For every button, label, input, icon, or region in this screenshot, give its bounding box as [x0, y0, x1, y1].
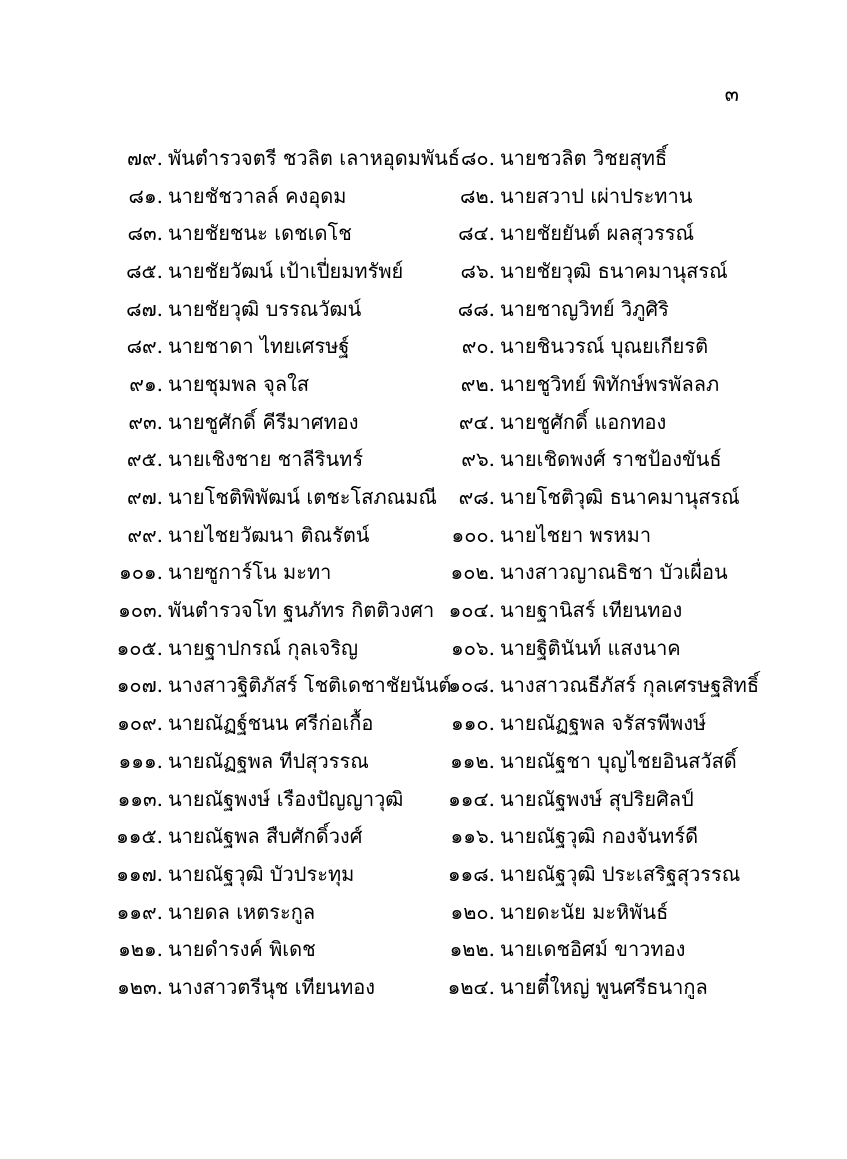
item-name: พันตำรวจโท ฐนภัทร กิตติวงศา [168, 598, 435, 623]
list-item [108, 968, 375, 1006]
list-item [108, 441, 363, 479]
item-number: ๗๙. [126, 145, 163, 170]
list-item [108, 893, 315, 931]
list-row [0, 327, 847, 365]
item-number: ๙๒. [460, 371, 495, 396]
list-item [108, 629, 358, 667]
item-name: นายไชยวัฒนา ติณรัตน์ [168, 522, 370, 547]
item-name: นายชาญวิทย์ วิภูศิริ [500, 296, 669, 321]
list-row [0, 403, 847, 441]
member-list [0, 139, 847, 1006]
item-number: ๑๒๓. [117, 974, 163, 999]
item-number: ๙๑. [129, 371, 163, 396]
item-name: นายณัฐพงษ์ สุปริยศิลป์ [500, 786, 694, 811]
item-number: ๙๔. [458, 409, 495, 434]
list-row [0, 855, 847, 893]
list-item [108, 139, 460, 177]
list-item [440, 554, 728, 592]
list-item [440, 516, 651, 554]
list-item [108, 327, 349, 365]
list-item [440, 893, 668, 931]
item-number: ๑๒๑. [118, 937, 163, 962]
item-name: นายณัฐวุฒิ ประเสริฐสุวรรณ [500, 861, 741, 886]
list-row [0, 478, 847, 516]
item-name: นายชูศักดิ์ คีรีมาศทอง [168, 409, 359, 434]
list-row [0, 177, 847, 215]
item-number: ๑๐๔. [448, 598, 495, 623]
list-row [0, 591, 847, 629]
list-item [440, 214, 694, 252]
list-item [440, 252, 728, 290]
item-name: นายชวลิต วิชยสุทธิ์ [500, 145, 668, 170]
item-number: ๑๑๘. [447, 861, 495, 886]
list-row [0, 214, 847, 252]
list-item [440, 327, 708, 365]
list-item [108, 516, 369, 554]
item-name: นายชัยวุฒิ บรรณวัฒน์ [168, 296, 362, 321]
item-name: พันตำรวจตรี ชวลิต เลาหอุดมพันธ์ [168, 145, 461, 170]
item-name: นายเดชอิศม์ ขาวทอง [500, 937, 686, 962]
list-item [108, 214, 352, 252]
item-name: นางสาวฐิติภัสร์ โชติเดชาชัยนันต์ [168, 673, 452, 698]
item-name: นายณัฐชา บุญไชยอินสวัสดิ์ [500, 748, 737, 773]
list-row [0, 516, 847, 554]
item-name: นายณัฐพงษ์ เรืองปัญญาวุฒิ [168, 786, 404, 811]
item-number: ๙๖. [461, 447, 495, 472]
item-name: นายชุมพล จุลใส [168, 371, 310, 396]
item-name: นายโชติวุฒิ ธนาคมานุสรณ์ [500, 485, 740, 510]
list-row [0, 554, 847, 592]
list-item [440, 441, 722, 479]
item-name: นายชูศักดิ์ แอกทอง [500, 409, 667, 434]
list-row [0, 817, 847, 855]
item-name: นายสวาป เผ่าประทาน [500, 183, 693, 208]
item-name: นายดำรงค์ พิเดช [168, 937, 316, 962]
item-number: ๑๑๙. [116, 899, 163, 924]
item-name: นายไชยา พรหมา [500, 522, 652, 547]
item-number: ๑๐๐. [451, 522, 495, 547]
list-row [0, 968, 847, 1006]
item-name: นายชูวิทย์ พิทักษ์พรพัลลภ [500, 371, 720, 396]
list-row [0, 780, 847, 818]
item-name: นายโชติพิพัฒน์ เตชะโสภณมณี [168, 485, 437, 510]
item-number: ๑๐๕. [116, 635, 163, 660]
list-item [440, 930, 685, 968]
item-number: ๑๐๒. [450, 560, 495, 585]
item-name: นายชาดา ไทยเศรษฐ์ [168, 334, 350, 359]
item-number: ๑๑๒. [450, 748, 495, 773]
item-name: นายณัฏฐ์ชนน ศรีก่อเกื้อ [168, 711, 374, 736]
item-number: ๑๐๑. [119, 560, 163, 585]
item-number: ๑๑๗. [116, 861, 163, 886]
list-item [440, 704, 706, 742]
list-item [440, 667, 759, 705]
list-item [440, 365, 719, 403]
list-item [440, 591, 682, 629]
item-name: นายณัฏฐพล จรัสรพีพงษ์ [500, 711, 707, 736]
item-number: ๙๗. [126, 485, 163, 510]
item-name: นายชัยชนะ เดชเดโช [168, 221, 352, 246]
item-name: นายดะนัย มะหิพันธ์ [500, 899, 669, 924]
list-row [0, 893, 847, 931]
list-item [108, 704, 373, 742]
list-row [0, 441, 847, 479]
list-row [0, 290, 847, 328]
item-name: นายตี๋ใหญ่ พูนศรีธนากูล [500, 974, 708, 999]
list-item [440, 968, 708, 1006]
list-item [108, 177, 346, 215]
item-number: ๘๕. [126, 258, 163, 283]
item-name: นายณัฏฐพล ทีปสุวรรณ [168, 748, 369, 773]
item-number: ๘๘. [457, 296, 495, 321]
list-item [108, 478, 437, 516]
item-number: ๙๓. [128, 409, 163, 434]
list-item [108, 591, 434, 629]
list-item [108, 554, 331, 592]
item-name: นายชัยวุฒิ ธนาคมานุสรณ์ [500, 258, 728, 283]
list-row [0, 667, 847, 705]
item-number: ๑๒๔. [447, 974, 495, 999]
list-row [0, 704, 847, 742]
list-item [108, 403, 359, 441]
item-name: นางสาวญาณธิชา บัวเผื่อน [500, 560, 728, 585]
list-row [0, 930, 847, 968]
list-item [440, 629, 681, 667]
list-item [440, 817, 698, 855]
item-number: ๑๑๑. [118, 748, 163, 773]
list-item [440, 780, 694, 818]
item-number: ๘๙. [126, 334, 163, 359]
list-item [108, 290, 361, 328]
list-row [0, 365, 847, 403]
item-name: นายฐิตินันท์ แสงนาค [500, 635, 681, 660]
item-number: ๑๐๘. [448, 673, 495, 698]
item-number: ๙๐. [461, 334, 495, 359]
item-number: ๑๑๐. [451, 711, 495, 736]
item-number: ๘๑. [128, 183, 163, 208]
item-number: ๘๓. [127, 221, 163, 246]
item-name: นายชัชวาลล์ คงอุดม [168, 183, 347, 208]
list-item [108, 667, 451, 705]
item-number: ๑๑๖. [450, 824, 495, 849]
item-name: นายฐาปกรณ์ กุลเจริญ [168, 635, 359, 660]
list-row [0, 252, 847, 290]
item-number: ๘๖. [460, 258, 495, 283]
item-name: นายชินวรณ์ บุณยเกียรติ [500, 334, 709, 359]
list-item [440, 139, 667, 177]
item-name: นายฐานิสร์ เทียนทอง [500, 598, 683, 623]
list-item [440, 290, 669, 328]
item-number: ๙๙. [127, 522, 163, 547]
item-number: ๘๗. [126, 296, 163, 321]
item-name: นายณัฐพล สืบศักดิ์วงศ์ [168, 824, 363, 849]
item-name: นายซูการ์โน มะทา [168, 560, 332, 585]
item-number: ๑๒๒. [449, 937, 495, 962]
list-row [0, 629, 847, 667]
list-item [440, 177, 692, 215]
item-number: ๑๑๓. [117, 786, 163, 811]
list-item [108, 930, 316, 968]
list-item [440, 855, 740, 893]
item-number: ๑๐๓. [118, 598, 163, 623]
list-row [0, 139, 847, 177]
list-item [108, 252, 403, 290]
item-number: ๑๑๔. [448, 786, 495, 811]
list-item [108, 365, 309, 403]
item-name: นายชัยวัฒน์ เป้าเปี่ยมทรัพย์ [168, 258, 404, 283]
item-name: นายเชิงชาย ชาลีรินทร์ [168, 447, 364, 472]
list-row [0, 742, 847, 780]
item-name: นายเชิดพงศ์ ราชป้องขันธ์ [500, 447, 722, 472]
item-name: นายณัฐวุฒิ บัวประทุม [168, 861, 355, 886]
item-name: นางสาวณธีภัสร์ กุลเศรษฐสิทธิ์ [500, 673, 760, 698]
item-name: นายดล เหตระกูล [168, 899, 316, 924]
item-number: ๘๔. [458, 221, 495, 246]
item-number: ๙๘. [458, 485, 495, 510]
item-name: นายชัยยันต์ ผลสุวรรณ์ [500, 221, 695, 246]
item-number: ๘๒. [460, 183, 495, 208]
item-number: ๑๐๗. [116, 673, 163, 698]
list-item [440, 403, 666, 441]
page-number: ๓ [724, 82, 739, 106]
item-name: นายณัฐวุฒิ กองจันทร์ดี [500, 824, 699, 849]
list-item [108, 817, 362, 855]
item-number: ๘๐. [461, 145, 495, 170]
item-number: ๑๒๐. [450, 899, 495, 924]
item-number: ๑๐๙. [117, 711, 163, 736]
list-item [440, 742, 737, 780]
list-item [108, 742, 369, 780]
item-number: ๙๕. [126, 447, 163, 472]
item-name: นางสาวตรีนุช เทียนทอง [168, 974, 376, 999]
list-item [108, 780, 403, 818]
item-number: ๑๐๖. [451, 635, 495, 660]
item-number: ๑๑๕. [116, 824, 163, 849]
list-item [440, 478, 740, 516]
list-item [108, 855, 354, 893]
